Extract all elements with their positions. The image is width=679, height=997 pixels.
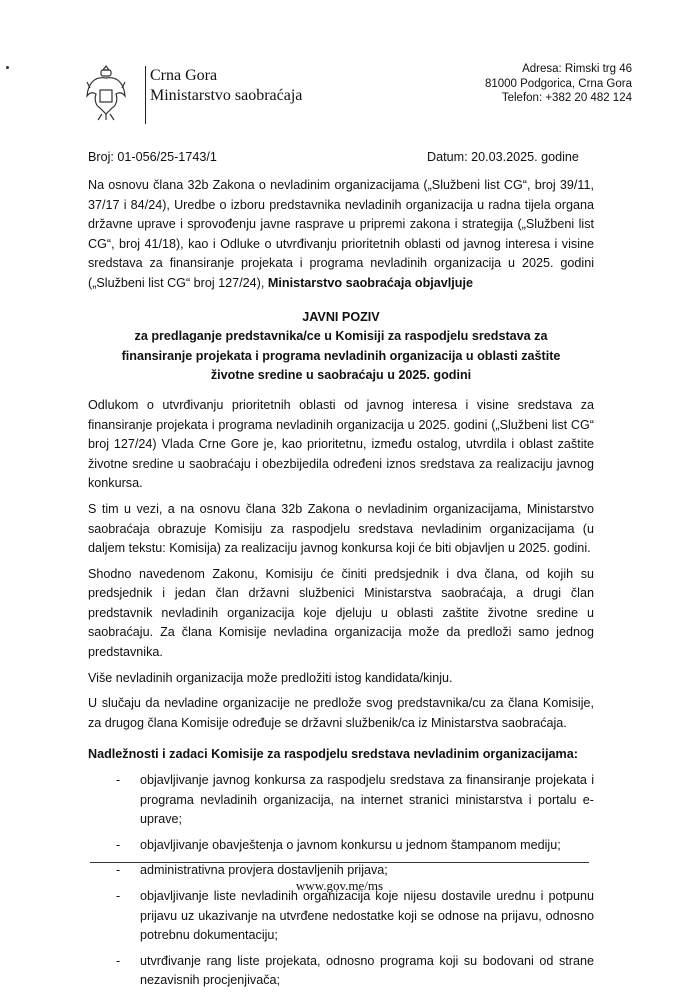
scan-speck: [6, 66, 9, 69]
document-body: [88, 176, 594, 997]
list-item: - objavljivanje obavještenja o javnom konkursu u jednom štampanom mediju;: [88, 836, 594, 856]
letterhead-address: [485, 62, 632, 106]
ministry-name: Ministarstvo saobraćaja: [150, 87, 303, 104]
intro-text: Na osnovu člana 32b Zakona o nevladinim organizacijama („Službeni list CG“, broj 39/11, 37/17 i 84/24), Uredbe o izboru predstavnika nevladinih organizacija u radna tijela organa državne uprave i sprovođenju javne rasprave u pripremi zakona i strategija („Službeni list CG“, broj 41/18), kao i Odluke o utvrđivanju prioritetnih oblasti od javnog interesa i visine sredstava za finansiranje projekata i programa nevladinih organizacija u 2025. godini („Službeni list CG“ broj 127/24),: [88, 178, 594, 290]
list-item: - objavljivanje liste nevladinih organizacija koje nijesu dostavile urednu i potpunu prijavu uz ukazivanje na utvrđene nedostatke koji se odnose na prijavu, odnosno potrebnu dokumentaciju;: [88, 887, 594, 946]
list-item: - objavljivanje javnog konkursa za raspodjelu sredstava za finansiranje projekata i programa nevladinih organizacija, na internet stranici ministarstva i portalu e-uprave;: [88, 771, 594, 830]
paragraph: Više nevladinih organizacija može predložiti istog kandidata/kinju.: [88, 670, 453, 685]
intro-bold: Ministarstvo saobraćaja objavljuje: [267, 275, 473, 290]
call-subtitle: za predlaganje predstavnika/ce u Komisiji za raspodjelu sredstava za finansiranje projekata i programa nevladinih organizacija u oblasti zaštite životne sredine u saobraćaju u 2025. godini: [121, 329, 561, 383]
country-name: Crna Gora: [150, 67, 218, 84]
list-item: - administrativna provjera dostavljenih prijava;: [88, 861, 594, 881]
letterhead-org: [150, 66, 302, 106]
phone-line: Telefon: +382 20 482 124: [501, 92, 632, 104]
coat-of-arms-logo: [84, 64, 128, 122]
paragraph: S tim u vezi, a na osnovu člana 32b Zakona o nevladinim organizacijama, Ministarstvo saobraćaja obrazuje Komisiju za raspodjelu sredstava nevladinim organizacijama (u daljem tekstu: Komisija) za realizaciju javnog konkursa koji će biti objavljen u 2025. godini.: [88, 501, 594, 556]
list-item: - utvrđivanje rang liste projekata, odnosno programa koji su bodovani od strane nezavisnih procjenjivača;: [88, 952, 594, 991]
letterhead-divider: [145, 66, 146, 124]
paragraph: Odlukom o utvrđivanju prioritetnih oblasti od javnog interesa i visine sredstava za finansiranje projekata i programa nevladinih organizacija u 2025. godini („Službeni list CG“ broj 127/24) Vlada Crne Gore je, kao prioritetnu, između ostalog, utvrdila i oblast zaštite životne sredine u saobraćaju i obezbijedila određeni iznos sredstava za realizaciju javnog konkursa.: [88, 397, 594, 491]
call-title: JAVNI POZIV: [302, 309, 380, 324]
footer-divider: [90, 862, 589, 863]
duties-heading: Nadležnosti i zadaci Komisije za raspodjelu sredstava nevladinim organizacijama:: [88, 747, 578, 762]
city-line: 81000 Podgorica, Crna Gora: [484, 77, 632, 90]
document-date: Datum: 20.03.2025. godine: [427, 150, 579, 164]
intro-paragraph: [88, 176, 594, 294]
document-number: Broj: 01-056/25-1743/1: [88, 150, 217, 164]
paragraph: U slučaju da nevladine organizacije ne predlože svog predstavnika/cu za člana Komisije, za drugog člana Komisije određuje se državni službenik/ca iz Ministarstva saobraćaja.: [88, 696, 594, 730]
address-line: Adresa: Rimski trg 46: [522, 63, 632, 75]
paragraph: Shodno navedenom Zakonu, Komisiju će činiti predsjednik i dva člana, od kojih su predsjednik i jedan član državni službenici Ministarstva saobraćaja, a drugi član predstavnik nevladinih organizacija koje djeluju u oblasti zaštite životne sredine u saobraćaju. Za člana Komisije nevladina organizacija može da predloži samo jednog predstavnika.: [88, 566, 594, 660]
footer-url: www.gov.me/ms: [295, 878, 384, 893]
